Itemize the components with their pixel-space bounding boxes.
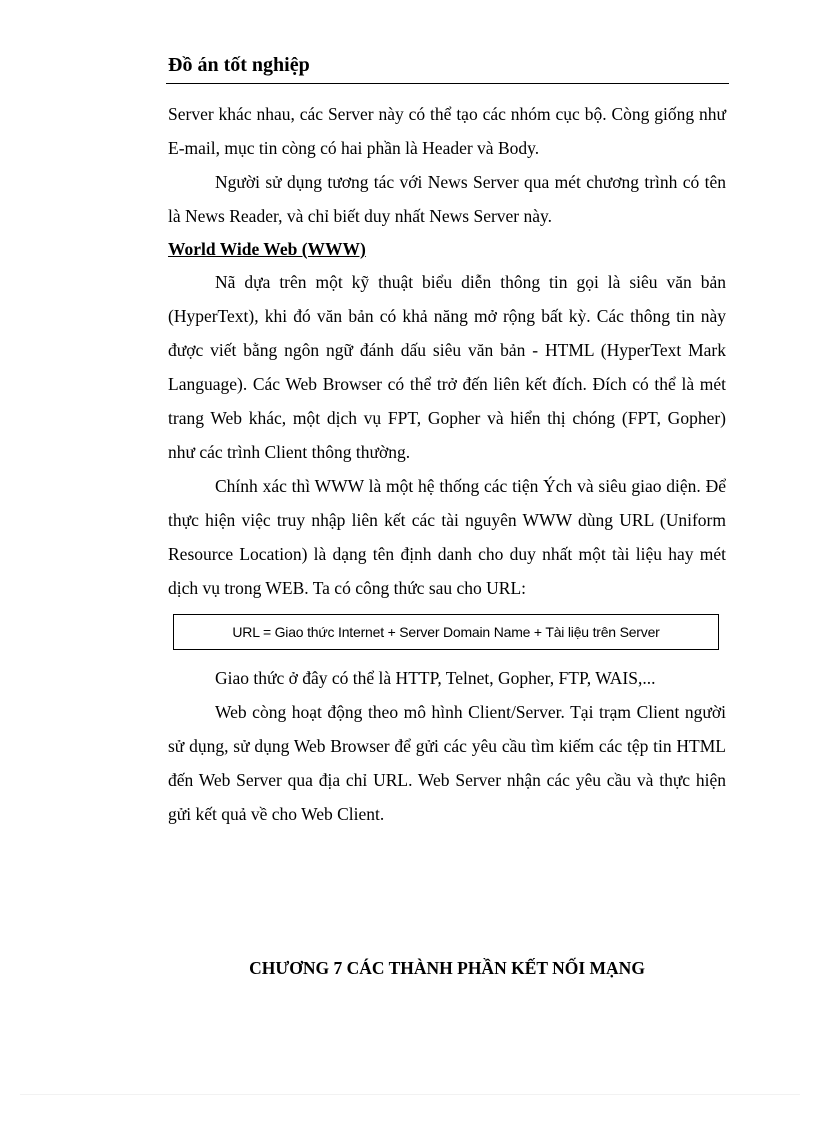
- section-heading-www: World Wide Web (WWW): [168, 239, 366, 259]
- paragraph-hypertext: Nã dựa trên một kỹ thuật biểu diễn thông tin gọi là siêu văn bản (HyperText), khi đó văn bản có khả năng mở rộng bất kỳ. Các thông tin này được viết bằng ngôn ngữ đánh dấu siêu văn bản - HTML (HyperText Mark Language). Các Web Browser có thể trở đến liên kết đích. Đích có thể là mét trang Web khác, một dịch vụ FPT, Gopher và hiển thị chóng (FPT, Gopher) như các trình Client thông thường.: [168, 272, 726, 462]
- paragraph-protocols: Giao thức ở đây có thể là HTTP, Telnet, Gopher, FTP, WAIS,...: [215, 668, 656, 688]
- url-formula-box: URL = Giao thức Internet + Server Domain Name + Tài liệu trên Server: [173, 614, 719, 650]
- paragraph-client-server: Web còng hoạt động theo mô hình Client/Server. Tại trạm Client người sử dụng, sử dụng Web Browser để gửi các yêu cầu tìm kiếm các tệp tin HTML đến Web Server qua địa chỉ URL. Web Server nhận các yêu cầu và thực hiện gửi kết quả về cho Web Client.: [168, 702, 726, 824]
- page-bottom-divider: [20, 1094, 800, 1095]
- header-divider: [166, 83, 729, 84]
- paragraph-news-continuation: Server khác nhau, các Server này có thể tạo các nhóm cục bộ. Còng giống như E-mail, mục tin còng có hai phần là Header và Body.: [168, 104, 726, 158]
- document-body: [168, 97, 726, 831]
- paragraph-news-reader: Người sử dụng tương tác với News Server qua mét chương trình có tên là News Reader, và chỉ biết duy nhất News Server này.: [168, 172, 726, 226]
- chapter-title: CHƯƠNG 7 CÁC THÀNH PHẦN KẾT NỐI MẠNG: [249, 958, 645, 978]
- paragraph-www-definition: Chính xác thì WWW là một hệ thống các tiện Ých và siêu giao diện. Để thực hiện việc truy nhập liên kết các tài nguyên WWW dùng URL (Uniform Resource Location) là dạng tên định danh cho duy nhất một tài liệu hay mét dịch vụ trong WEB. Ta có công thức sau cho URL:: [168, 476, 726, 598]
- page-header-title: Đồ án tốt nghiệp: [168, 54, 310, 76]
